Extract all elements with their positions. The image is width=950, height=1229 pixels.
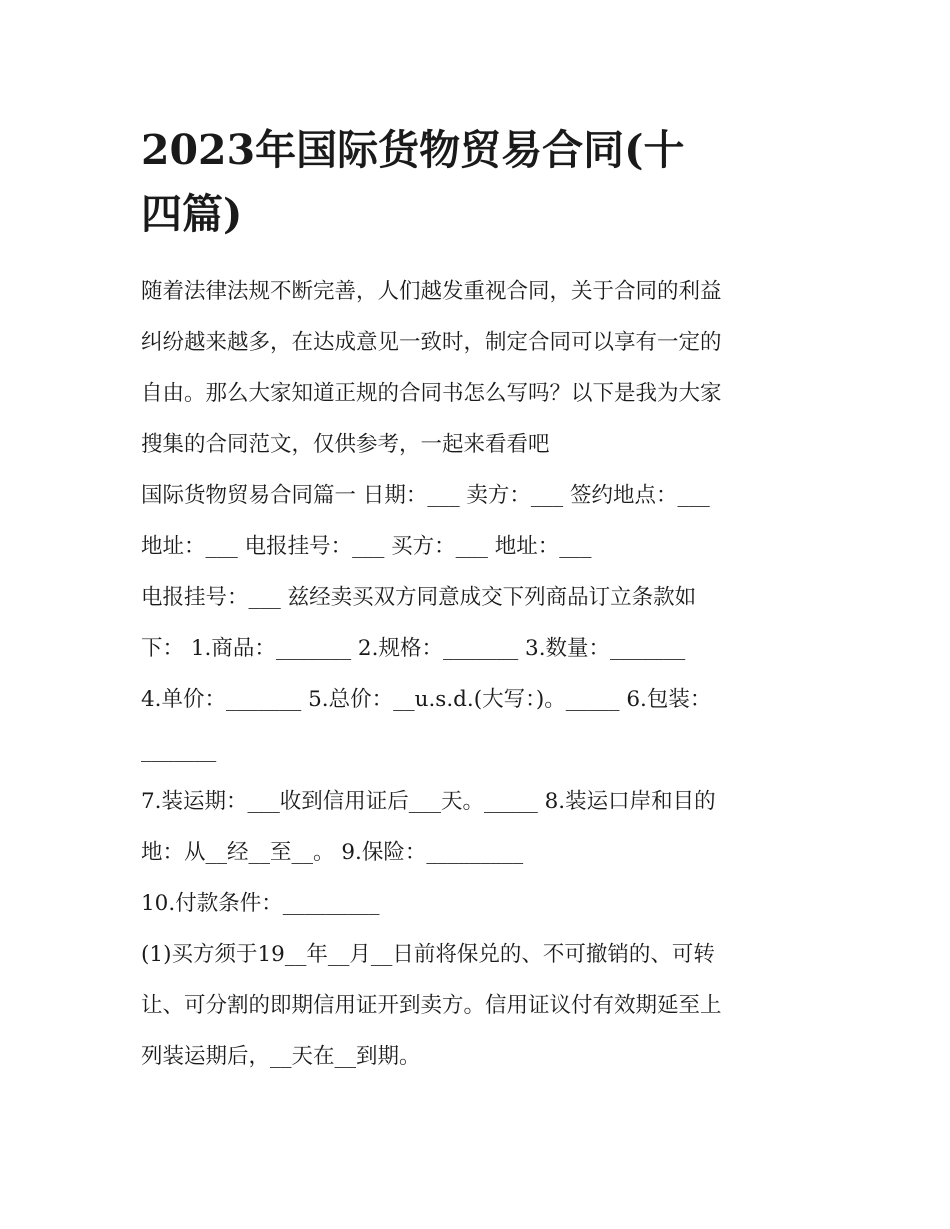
body-line: _______ [141,738,217,763]
body-line: 随着法律法规不断完善，人们越发重视合同，关于合同的利益 [141,279,722,304]
title-line: 2023年国际货物贸易合同(十 [141,126,685,174]
body-line: 让、可分割的即期信用证开到卖方。信用证议付有效期延至上 [141,993,722,1018]
document-title [141,118,821,246]
body-line: 10.付款条件：_________ [141,891,380,916]
body-line: 自由。那么大家知道正规的合同书怎么写吗？以下是我为大家 [141,381,722,406]
body-line: 7.装运期：___收到信用证后___天。_____ 8.装运口岸和目的 [141,789,716,814]
body-line: (1)买方须于19__年__月__日前将保兑的、不可撤销的、可转 [141,942,715,967]
document-page [141,118,821,1082]
body-line: 地址：___ 电报挂号：___ 买方：___ 地址：___ [141,534,592,559]
body-line: 纠纷越来越多，在达成意见一致时，制定合同可以享有一定的 [141,330,722,355]
body-line: 电报挂号：___ 兹经卖买双方同意成交下列商品订立条款如 [141,585,697,610]
body-line: 下： 1.商品：_______ 2.规格：_______ 3.数量：_______ [141,636,686,661]
body-line: 地：从__经__至__。 9.保险：_________ [141,840,524,865]
body-line: 国际货物贸易合同篇一 日期：___ 卖方：___ 签约地点：___ [141,483,710,508]
body-line: 搜集的合同范文，仅供参考，一起来看看吧 [141,432,550,457]
body-line: 4.单价：_______ 5.总价：__u.s.d.(大写：)。_____ 6.包装： [141,687,712,712]
body-line: 列装运期后，__天在__到期。 [141,1044,421,1069]
title-line: 四篇) [141,190,243,238]
document-body [141,266,821,1082]
